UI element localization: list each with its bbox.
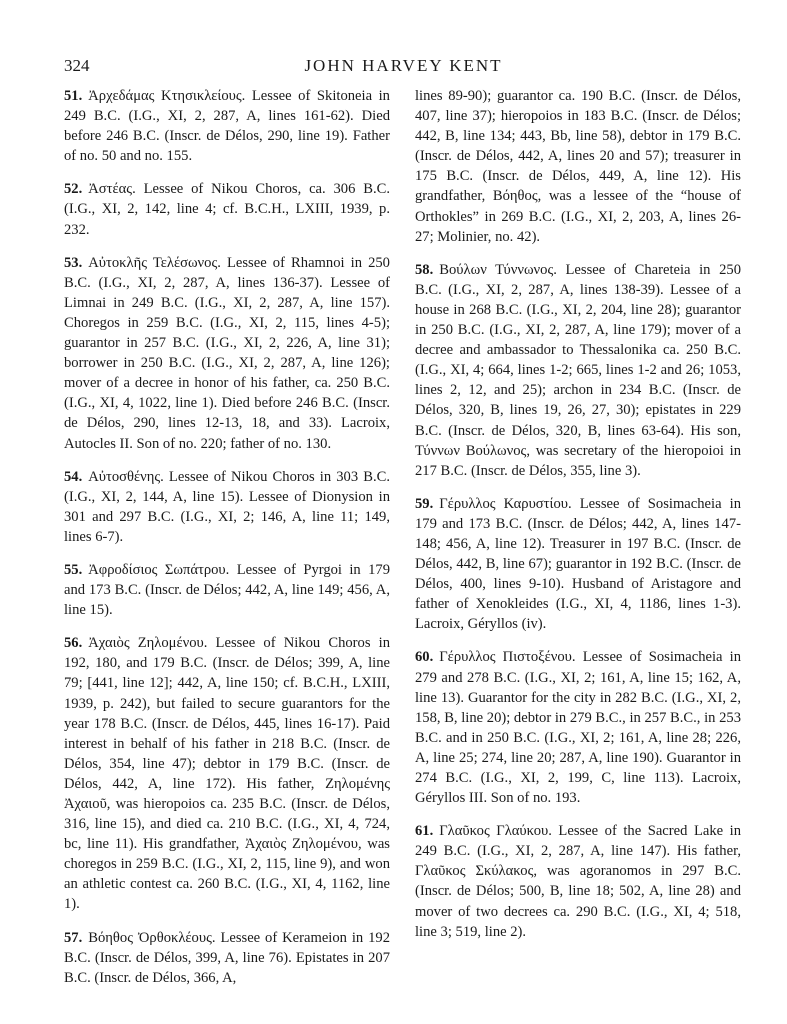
entry-54 — [64, 467, 390, 547]
entry-text: Lessee of Sosimacheia in 179 and 173 B.C. (Inscr. de Délos; 442, A, lines 147-148; 456, A, line 12). Treasurer in 197 B.C. (Inscr. de Délos, 442, B, line 67); guarantor in 192 B.C. (Inscr. de Délos, 400, lines 9-10). Husband of Aristagore and father of Xenokleides (I.G., XI, 4, 1186, lines 1-3). Lacroix, Géryllos (iv). — [415, 495, 742, 633]
entry-51 — [64, 86, 390, 166]
entry-name: Γέρυλλος Καρυστίου. — [439, 495, 572, 512]
entry-text: Lessee of Pyrgoi in 179 and 173 B.C. (Inscr. de Délos; 442, A, line 149; 456, A, line 15). — [64, 561, 391, 619]
entry-text: Lessee of Nikou Choros, ca. 306 B.C. (I.G., XI, 2, 142, line 4; cf. B.C.H., LXIII, 1939, p. 232. — [64, 181, 390, 238]
entry-61 — [415, 821, 741, 942]
entry-60 — [415, 647, 741, 808]
entry-55 — [64, 560, 390, 620]
entry-name: Βόηθος Ὀρθοκλέους. — [88, 929, 216, 946]
running-header — [64, 56, 743, 80]
running-title: JOHN HARVEY KENT — [304, 56, 503, 75]
entry-57 — [64, 928, 390, 988]
entry-name: Βούλων Τύννωνος. — [439, 261, 557, 278]
entry-text: Lessee of Sosimacheia in 279 and 278 B.C. (I.G., XI, 2; 161, A, line 15; 162, A, line 13). Guarantor for the city in 282 B.C. (I.G., XI, 2, 158, B, line 20); debtor in 279 B.C., in 257 B.C., in 253 B.C. and in 250 B.C. (I.G., XI, 2; 161, A, line 28; 226, A, line 25; 274, line 20; 287, A, line 190). Guarantor in 274 B.C. (I.G., XI, 2, 199, C, line 113). Lacroix, Géryllos III. Son of no. 193. — [415, 649, 741, 807]
entry-number: 51. — [64, 88, 83, 104]
entry-number: 59. — [415, 495, 434, 512]
entry-57-continued — [415, 86, 741, 247]
entry-name: Ἀφροδίσιος Σωπάτρου. — [88, 561, 230, 578]
entry-number: 52. — [64, 181, 83, 198]
entry-number: 58. — [415, 261, 434, 278]
entry-name: Γέρυλλος Πιστοξένου. — [439, 649, 576, 666]
entry-number: 54. — [64, 468, 83, 485]
entry-58 — [415, 260, 741, 481]
entry-59 — [415, 494, 741, 635]
entry-text: Lessee of Kerameion in 192 B.C. (Inscr. de Délos, 399, A, line 76). Epistates in 207 B.C. (Inscr. de Délos, 366, A, — [64, 929, 391, 986]
entry-53 — [64, 253, 390, 454]
entry-56 — [64, 633, 390, 914]
entry-text: Lessee of Chareteia in 250 B.C. (I.G., XI, 2, 287, A, lines 138-39). Lessee of a house in 268 B.C. (I.G., XI, 2, 204, line 28); guarantor in 250 B.C. (I.G., XI, 2, 287, A, line 179); mover of a decree and ambassador to Thessalonika ca. 250 B.C. (I.G., XI, 4; 664, lines 1-2; 665, lines 1-2 and 26; 1053, lines 2, 12, and 25); archon in 234 B.C. (Inscr. de Délos, 320, B, lines 19, 26, 27, 30); epistates in 229 B.C. (Inscr. de Délos, 320, B, lines 63-64). His son, Τύννων Βούλωνος, was secretary of the hieropoioi in 217 B.C. (Inscr. de Délos, 355, line 3). — [415, 261, 741, 479]
entry-number: 61. — [415, 823, 434, 840]
entry-text: Lessee of Nikou Choros in 303 B.C. (I.G., XI, 2, 144, A, line 15). Lessee of Dionysion in 301 and 297 B.C. (I.G., XI, 2; 146, A, line 11; 149, lines 6-7). — [64, 468, 390, 545]
page-number: 324 — [64, 56, 90, 75]
entry-name: Ἀχαιὸς Ζηλομένου. — [88, 635, 208, 652]
entry-name: Ἀστέας. — [88, 181, 136, 198]
entry-number: 60. — [415, 649, 434, 666]
entry-name: Αὐτοσθένης. — [88, 468, 164, 485]
entry-name: Αὐτοκλῆς Τελέσωνος. — [88, 254, 221, 271]
entry-text: Lessee of Rhamnoi in 250 B.C. (I.G., XI, 2, 287, A, lines 136-37). Lessee of Limnai in 249 B.C. (I.G., XI, 2, 287, A, line 157). Choregos in 259 B.C. (I.G., XI, 2, 115, lines 4-5); guarantor in 257 B.C. (I.G., XI, 2, 226, A, line 31); borrower in 250 B.C. (I.G., XI, 2, 287, A, line 126); mover of a decree in honor of his father, ca. 250 B.C. (I.G., XI, 4, 1022, line 1). Died before 246 B.C. (Inscr. de Délos, 290, lines 12-13, 18, and 33). Lacroix, Autocles II. Son of no. 220; father of no. 130. — [64, 254, 390, 452]
entry-number: 55. — [64, 561, 83, 578]
entry-text: Lessee of the Sacred Lake in 249 B.C. (I.G., XI, 2, 287, A, line 147). His father, Γλαῦκος Σκύλακος, was agoranomos in 297 B.C. (Inscr. de Délos; 500, B, line 18; 502, A, line 28) and mover of two decrees ca. 290 B.C. (I.G., XI, 4; 518, line 3; 519, line 2). — [415, 823, 742, 940]
right-column — [415, 86, 741, 955]
entry-name: Ἀρχεδάμας Κτησικλείους. — [88, 88, 246, 104]
entry-text: Lessee of Nikou Choros in 192, 180, and 179 B.C. (Inscr. de Délos; 399, A, line 79; [441, line 12]; 442, A, line 150; cf. B.C.H., LXIII, 1939, p. 242), but failed to secure guarantors for the year 178 B.C. (Inscr. de Délos, 445, lines 16-17). Paid interest in behalf of his father in 218 B.C. (Inscr. de Délos, 354, line 47); debtor in 179 B.C. (Inscr. de Délos, 442, A, line 172). His father, Ζηλομένης Ἀχαιοῦ, was hieropoios ca. 235 B.C. (Inscr. de Délos, 316, line 15), and died ca. 210 B.C. (I.G., XI, 4, 724, bc, line 11). His grandfather, Ἀχαιὸς Ζηλομένου, was choregos in 259 B.C. (I.G., XI, 2, 115, line 9), and won an athletic contest ca. 260 B.C. (I.G., XI, 4, 1162, line 1). — [64, 635, 390, 913]
left-column — [64, 86, 390, 1001]
entry-number: 56. — [64, 635, 83, 652]
entry-number: 57. — [64, 929, 83, 946]
entry-name: Γλαῦκος Γλαύκου. — [439, 823, 552, 840]
entry-text: Lessee of Skitoneia in 249 B.C. (I.G., XI, 2, 287, A, lines 161-62). Died before 246 B.C. (Inscr. de Délos, 290, line 19). Father of no. 50 and no. 155. — [64, 88, 390, 165]
entry-text: lines 89-90); guarantor ca. 190 B.C. (Inscr. de Délos, 407, line 37); hieropoios in 183 B.C. (Inscr. de Délos; 442, B, line 134; 443, Bb, line 58), debtor in 179 B.C. (Inscr. de Délos, 442, A, lines 20 and 57); treasurer in 175 B.C. (Inscr. de Délos, 449, A, line 12). His grandfather, Βόηθος, was a lessee of the “house of Orthokles” in 269 B.C. (I.G., XI, 2, 203, A, lines 26-27; Molinier, no. 42). — [415, 88, 741, 245]
entry-number: 53. — [64, 254, 83, 271]
entry-52 — [64, 179, 390, 239]
